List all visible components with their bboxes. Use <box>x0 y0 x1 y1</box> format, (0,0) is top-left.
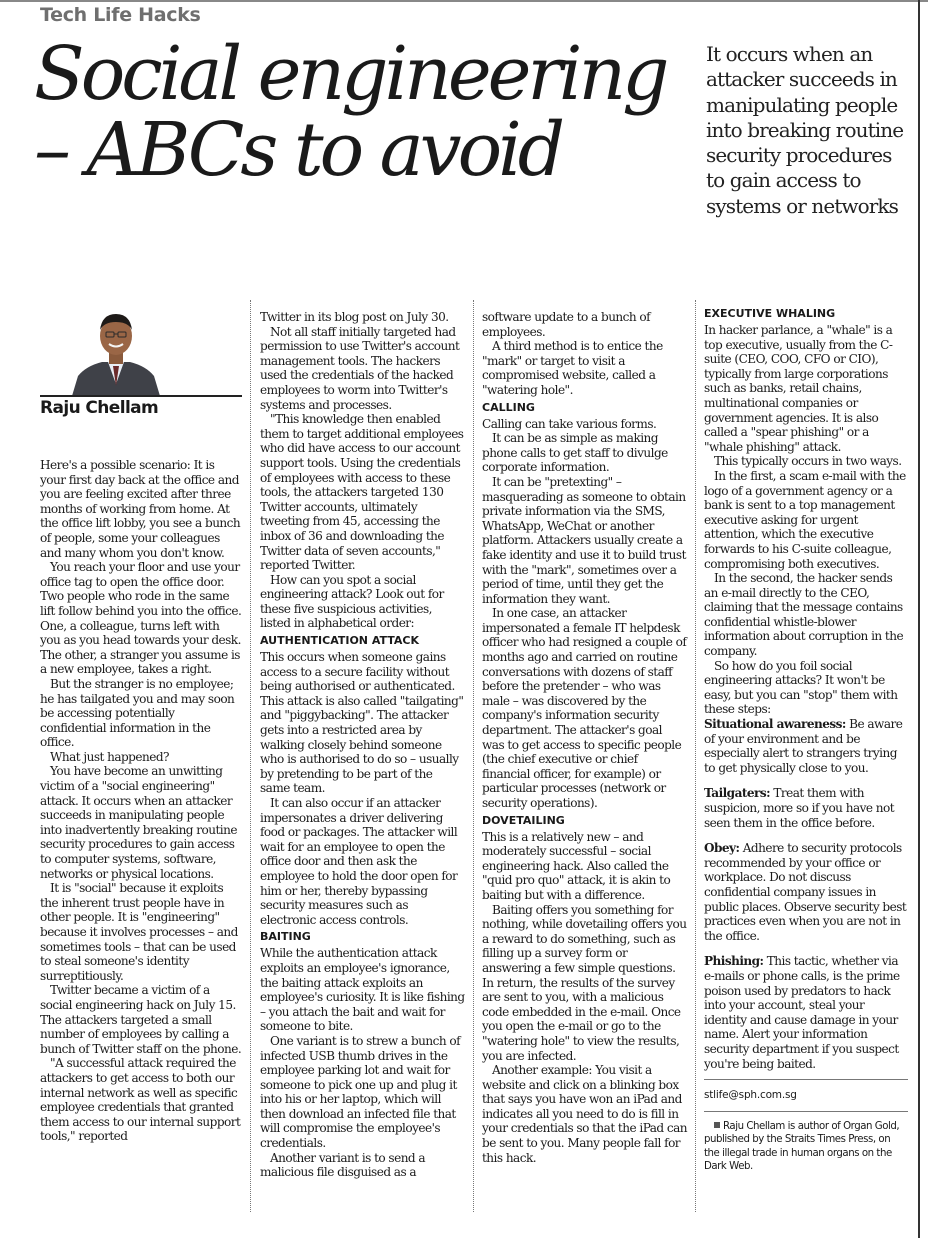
paragraph: But the stranger is no employee; he has tailgated you and may soon be accessing potentially confidential information in the office. <box>40 676 235 750</box>
tip-tailgaters <box>704 786 908 830</box>
paragraph: One variant is to strew a bunch of infected USB thumb drives in the employee parking lot and wait for someone to pick one up and plug it into his or her laptop, which will then download an infected file that will compromise the employee's credentials. <box>260 1033 461 1151</box>
paragraph: Baiting offers you something for nothing, while dovetailing offers you a reward to do something, such as filling up a survey form or answering a few simple questions. In return, the results of the survey are sent to you, with a malicious code embedded in the e-mail. Once you open the e-mail or go to the "watering hole" to view the results, you are infected. <box>482 902 687 1063</box>
paragraph: "A successful attack required the attackers to get access to both our internal network as well as specific employee credentials that granted them access to our internal support tools," reported <box>40 1056 241 1144</box>
bullet-square-icon <box>714 1122 720 1128</box>
paragraph: In one case, an attacker impersonated a female IT helpdesk officer who had resigned a couple of months ago and carried on routine conversations with dozens of staff before the pretender – who was male – was discovered by the company's information security department. The attacker's goal was to get access to specific people (the chief executive or chief financial officer, for example) or particular processes (network or security operations). <box>482 606 687 810</box>
standfirst: It occurs when an attacker succeeds in manipulating people into breaking routine security procedures to gain access to systems or networks <box>706 42 904 218</box>
paragraph: "This knowledge then enabled them to target additional employees who did have access to our account support tools. Using the credentials of employees with access to these tools, the attackers targeted 130 Twitter accounts, ultimately tweeting from 45, accessing the inbox of 36 and downloading the Twitter data of seven accounts," reported Twitter. <box>260 412 464 573</box>
author-bio-text: Raju Chellam is author of Organ Gold, published by the Straits Times Press, on the illegal trade in human organs on the Dark Web. <box>704 1120 900 1173</box>
top-edge-line <box>0 0 928 2</box>
subhead-authentication-attack: AUTHENTICATION ATTACK <box>260 634 420 648</box>
paragraph: So how do you foil social engineering attacks? It won't be easy, but you can "stop" them with these steps: <box>704 658 898 717</box>
paragraph: Another example: You visit a website and click on a blinking box that says you have won an iPad and indicates all you need to do is fill in your credentials so that the iPad can be sent to you. Many people fall for this hack. <box>482 1063 688 1165</box>
tip-label: Phishing: <box>704 954 764 969</box>
tip-situational-awareness <box>704 717 908 775</box>
tip-text: This tactic, whether via e-mails or phone calls, is the prime poison used by predators to hack into your account, steal your identity and cause damage in your name. Alert your information security department if you suspect you're being baited. <box>704 954 900 1071</box>
column-divider <box>250 300 251 1212</box>
column-divider <box>473 300 474 1212</box>
paragraph: Not all staff initially targeted had permission to use Twitter's account management tools. The hackers used the credentials of the hacked employees to worm into Twitter's systems and processes. <box>260 324 460 412</box>
tip-label: Tailgaters: <box>704 786 771 801</box>
article-column-3 <box>482 310 687 1165</box>
paragraph: Another variant is to send a malicious file disguised as a <box>260 1150 426 1180</box>
paragraph: While the authentication attack exploits an employee's ignorance, the baiting attack exploits an employee's curiosity. It is like fishing – you attach the bait and wait for someone to bite. <box>260 946 465 1034</box>
article-column-2 <box>260 310 465 1180</box>
author-name: Raju Chellam <box>40 398 159 418</box>
headline-line-2: – ABCs to avoid <box>34 107 562 193</box>
paragraph: What just happened? <box>50 749 169 764</box>
paragraph: It is "social" because it exploits the inherent trust people have in other people. It is "engineering" because it involves processes – and sometimes tools – that can be used to steal someone's identity surreptitiously. <box>40 881 238 983</box>
author-bio <box>704 1120 908 1174</box>
subhead-executive-whaling: EXECUTIVE WHALING <box>704 307 836 320</box>
paragraph: Twitter became a victim of a social engineering hack on July 15. The attackers targeted a small number of employees by calling a bunch of Twitter staff on the phone. <box>40 983 242 1056</box>
paragraph: Here's a possible scenario: It is your first day back at the office and you are feeling excited after three months of working from home. At the office lift lobby, you see a bunch of people, some your colleagues and many whom you don't know. <box>40 458 241 560</box>
paragraph: A third method is to entice the "mark" or target to visit a compromised website, called a "watering hole". <box>482 339 663 397</box>
paragraph: It can be as simple as making phone calls to get staff to divulge corporate information. <box>482 431 668 475</box>
divider <box>704 1079 908 1080</box>
tip-phishing <box>704 954 908 1071</box>
author-rule <box>40 395 242 397</box>
tip-text: Be aware of your environment and be especially alert to strangers trying to get physically close to you. <box>704 717 903 775</box>
tip-label: Situational awareness: <box>704 717 846 732</box>
divider <box>704 1111 908 1112</box>
paragraph: Calling can take various forms. <box>482 416 657 431</box>
paragraph: This typically occurs in two ways. <box>714 454 902 469</box>
article-column-1 <box>40 458 242 1144</box>
section-label: Tech Life Hacks <box>40 4 201 26</box>
headline <box>34 31 694 193</box>
subhead-calling: CALLING <box>482 400 535 414</box>
column-divider <box>695 300 696 1212</box>
paragraph: You have become an unwitting victim of a "social engineering" attack. It occurs when an attacker succeeds in manipulating people into inadvertently breaking routine security procedures to gain access to computer systems, software, networks or physical locations. <box>40 764 237 881</box>
paragraph: In hacker parlance, a "whale" is a top executive, usually from the C-suite (CEO, COO, CFO or CIO), typically from large corporations such as banks, retail chains, multinational companies or government agencies. It is also called a "spear phishing" or a "whale phishing" attack. <box>704 323 893 454</box>
subhead-baiting: BAITING <box>260 930 311 944</box>
page-edge-line <box>918 0 920 1238</box>
tip-label: Obey: <box>704 841 740 856</box>
tip-text: Treat them with suspicion, more so if you have not seen them in the office before. <box>704 786 895 830</box>
subhead-dovetailing: DOVETAILING <box>482 813 565 827</box>
paragraph: How can you spot a social engineering attack? Look out for these five suspicious activities, listed in alphabetical order: <box>260 572 444 631</box>
tip-obey <box>704 841 908 943</box>
paragraph: This occurs when someone gains access to a secure facility without being authorised or authenticated. This attack is also called "tailgating" and "piggybacking". The attacker gets into a restricted area by walking closely behind someone who is authorised to do so – usually by pretending to be part of the same team. <box>260 650 464 796</box>
article-column-4 <box>704 304 908 1174</box>
paragraph: It can also occur if an attacker impersonates a driver delivering food or packages. The attacker will wait for an employee to open the office door and then ask the employee to hold the door open for him or her, thereby bypassing security measures such as electronic access controls. <box>260 796 458 927</box>
headline-line-1: Social engineering <box>34 31 666 117</box>
paragraph: In the first, a scam e-mail with the logo of a government agency or a bank is sent to a top management executive asking for urgent attention, which the executive forwards to his C-suite colleague, compromising both executives. <box>704 468 906 571</box>
paragraph: You reach your floor and use your office tag to open the office door. Two people who rode in the same lift follow behind you into the office. One, a colleague, turns left with you as you head towards your desk. The other, a stranger you assume is a new employee, takes a right. <box>40 560 242 677</box>
paragraph: Twitter in its blog post on July 30. <box>260 310 449 324</box>
paragraph: This is a relatively new – and moderately successful – social engineering hack. Also called the "quid pro quo" attack, it is akin to baiting but with a difference. <box>482 829 671 902</box>
author-photo <box>68 304 164 396</box>
contact-email: stlife@sph.com.sg <box>704 1089 797 1102</box>
paragraph: software update to a bunch of employees. <box>482 310 651 339</box>
tip-text: Adhere to security protocols recommended by your office or workplace. Do not discuss confidential company issues in public places. Observe security best practices even when you are not in the office. <box>704 841 907 943</box>
paragraph: It can be "pretexting" – masquerading as someone to obtain private information via the SMS, WhatsApp, WeChat or another platform. Attackers usually create a fake identity and use it to build trust with the "mark", sometimes over a period of time, until they get the information they want. <box>482 474 686 606</box>
paragraph: In the second, the hacker sends an e-mail directly to the CEO, claiming that the message contains confidential whistle-blower information about corruption in the company. <box>704 571 904 659</box>
